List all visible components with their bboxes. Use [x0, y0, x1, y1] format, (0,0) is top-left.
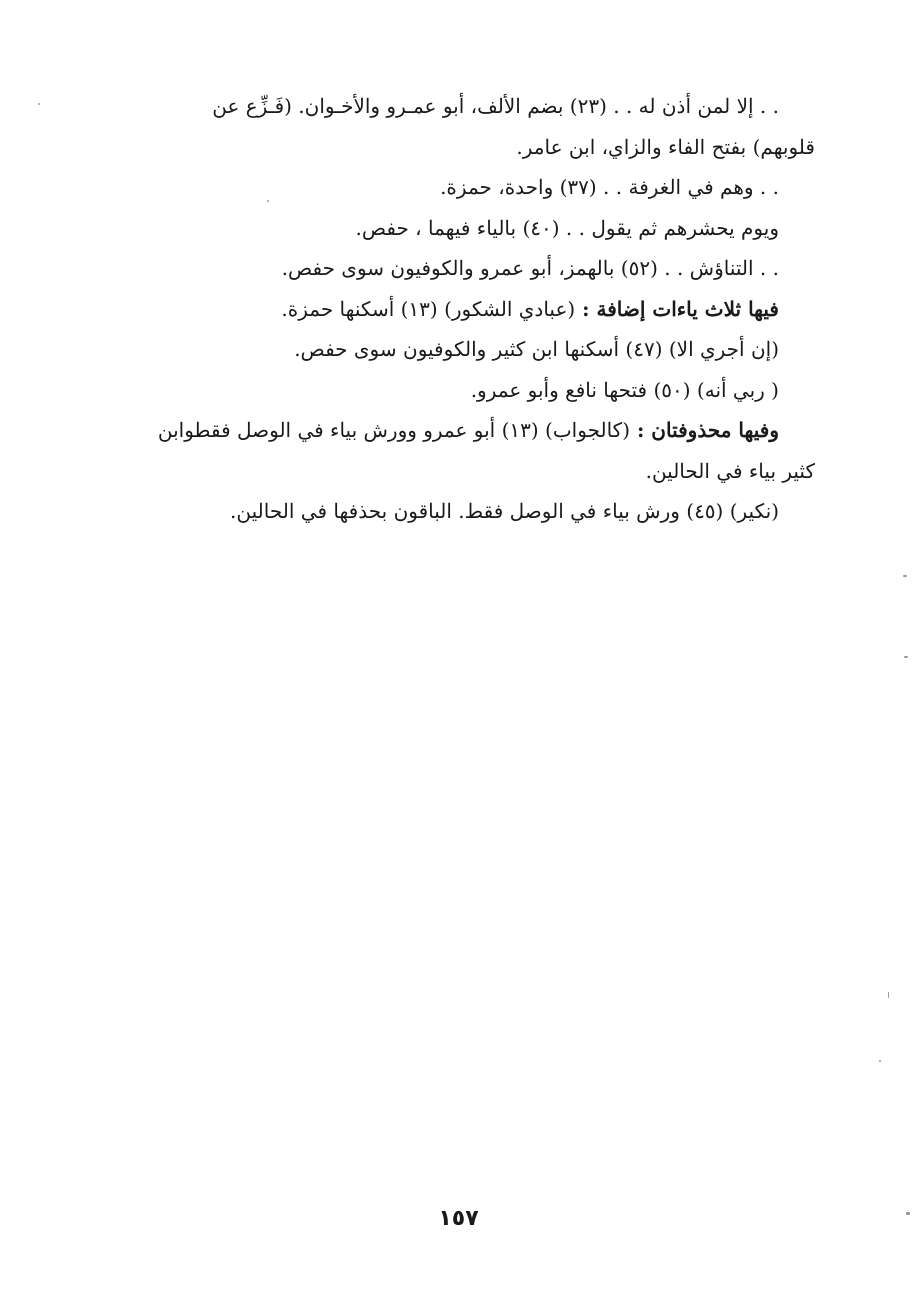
- page-number: ١٥٧: [438, 1206, 479, 1231]
- scan-speck: [906, 1212, 910, 1215]
- paragraph-verse-45: [110, 491, 815, 532]
- paragraph-idafa-heading: [110, 289, 815, 330]
- paragraph-mahdhufa-cont: [110, 451, 815, 492]
- paragraph-verse-40: [110, 208, 815, 249]
- paragraph-verse-23-cont: [110, 127, 815, 168]
- line-2: قلوبهم) بفتح الفاء والزاي، ابن عامر.: [516, 134, 815, 159]
- scan-speck: [267, 200, 269, 202]
- line-8: ( ربي أنه) (٥٠) فتحها نافع وأبو عمرو.: [470, 377, 779, 402]
- paragraph-mahdhufa-heading: [110, 410, 815, 451]
- paragraph-verse-50: [110, 370, 815, 411]
- line-6-heading: فيها ثلاث ياءات إضافة :: [575, 296, 779, 321]
- paragraph-verse-37: [110, 167, 815, 208]
- line-7: (إن أجري الا) (٤٧) أسكنها ابن كثير والكوفيون سوى حفص.: [294, 337, 779, 361]
- line-11: (نكير) (٤٥) ورش بياء في الوصل فقط. الباقون بحذفها في الحالين.: [230, 499, 779, 523]
- line-5: . . التناؤش . . (٥٢) بالهمز، أبو عمرو والكوفيون سوى حفص.: [281, 256, 779, 280]
- paragraph-verse-52: [110, 248, 815, 289]
- line-10: كثير بياء في الحالين.: [645, 458, 815, 483]
- scan-speck: [879, 1060, 881, 1062]
- scan-speck: [38, 103, 40, 105]
- scan-speck: [903, 575, 907, 577]
- document-body: [110, 86, 815, 532]
- paragraph-verse-47: [110, 329, 815, 370]
- line-4: ويوم يحشرهم ثم يقول . . (٤٠) بالياء فيهما ، حفص.: [355, 215, 779, 240]
- line-9-heading: وفيها محذوفتان :: [630, 418, 779, 442]
- line-1: . . إلا لمن أذن له . . (٢٣) بضم الألف، أبو عمـرو والأخـوان. (فَـزِّع عن: [212, 94, 779, 118]
- scan-speck: [888, 992, 889, 998]
- paragraph-verse-23: [110, 86, 815, 127]
- line-9: (كالجواب) (١٣) أبو عمرو وورش بياء في الوصل فقطوابن: [157, 418, 630, 442]
- line-6: (عبادي الشكور) (١٣) أسكنها حمزة.: [281, 296, 576, 321]
- line-3: . . وهم في الغرفة . . (٣٧) واحدة، حمزة.: [440, 175, 779, 199]
- scan-speck: [904, 656, 908, 658]
